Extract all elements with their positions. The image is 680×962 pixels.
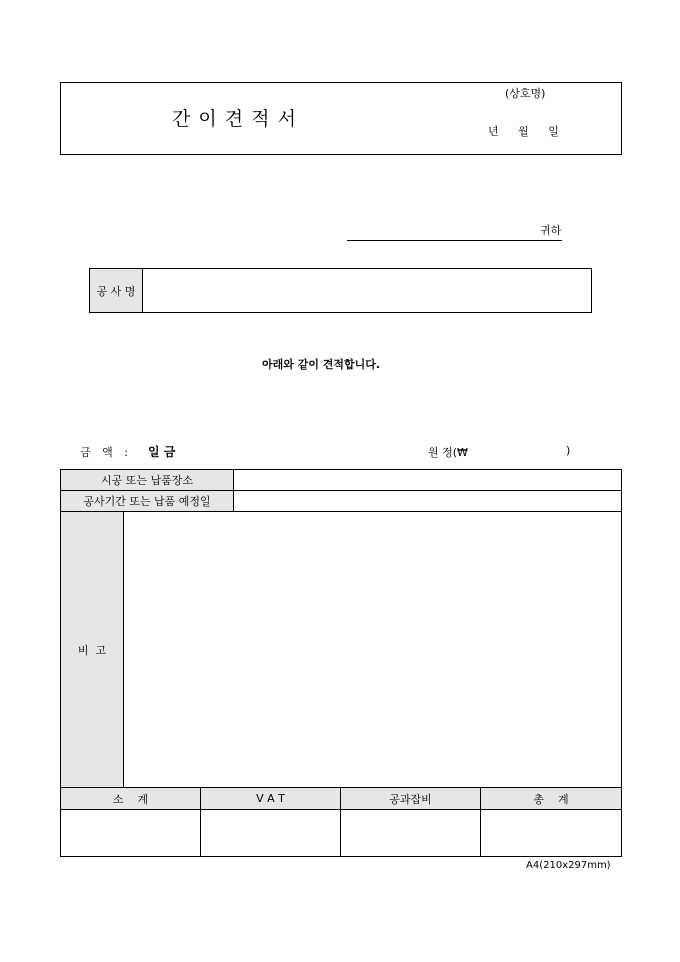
amount-prefix: 일 금 [148,445,176,459]
total-header [481,788,621,810]
misc-header-label: 공과잡비 [389,792,432,806]
amount-label: 금 액 : [80,446,128,459]
intro-text: 아래와 같이 견적합니다. [262,358,381,371]
date-label: 년 월 일 [488,125,559,138]
vat-field[interactable] [201,810,341,856]
subtotal-header-label: 소 계 [112,792,149,806]
remarks-field[interactable] [124,512,621,788]
period-label-cell [61,491,234,512]
total-field[interactable] [481,810,621,856]
recipient-suffix: 귀하 [540,224,562,237]
won-close-paren: ) [566,444,571,457]
remarks-label: 비 고 [77,643,107,657]
recipient-line [347,240,562,241]
project-label-cell [90,269,143,312]
project-label: 공 사 명 [96,284,136,298]
document-title: 간 이 견 적 서 [172,108,297,130]
period-label: 공사기간 또는 납품 예정일 [83,495,211,508]
total-header-label: 총 계 [533,792,569,806]
misc-header [341,788,481,810]
won-label: 원 정(₩ [428,446,468,459]
vat-header [201,788,341,810]
remarks-label-cell [61,512,124,788]
company-name-label: (상호명) [505,87,546,100]
subtotal-header [61,788,201,810]
location-label: 시공 또는 납품장소 [100,474,193,487]
location-field[interactable] [234,470,621,491]
vat-header-label: V A T [256,792,285,805]
misc-field[interactable] [341,810,481,856]
project-name-field[interactable] [144,269,590,312]
period-field[interactable] [234,491,621,512]
paper-size-note: A4(210x297mm) [526,860,611,871]
subtotal-field[interactable] [61,810,201,856]
location-label-cell [61,470,234,491]
